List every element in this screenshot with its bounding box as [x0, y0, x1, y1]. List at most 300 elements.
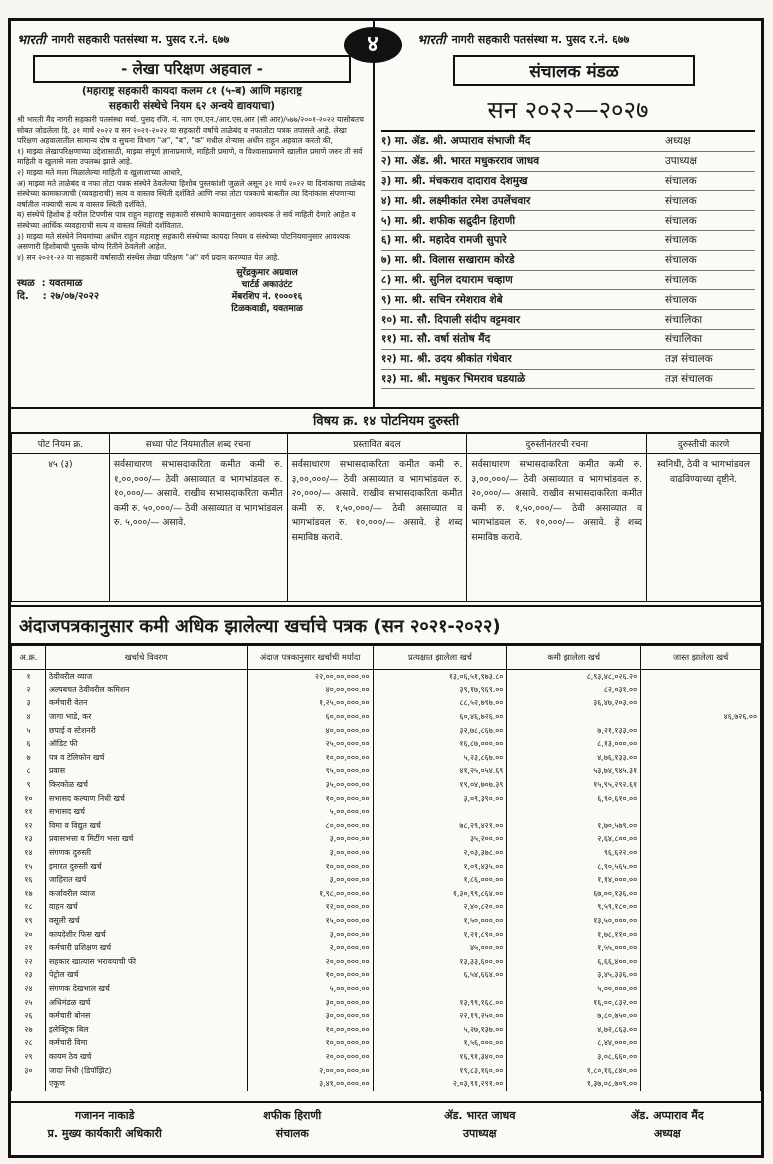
expense-cell: कर्मचारी विमा: [45, 1037, 247, 1051]
amendment-header: सध्या पोट नियमातील शब्द रचना: [109, 434, 287, 454]
expense-cell: [641, 996, 761, 1010]
expense-cell: १,२१,८९०.००: [373, 928, 507, 942]
expense-cell: ३,४५,३३६.००: [507, 969, 641, 983]
expense-cell: [641, 860, 761, 874]
expense-cell: २७: [12, 1023, 46, 1037]
expense-cell: ४०,००,०००.००: [247, 724, 373, 738]
board-member-row: [381, 290, 755, 310]
expense-cell: २४: [12, 982, 46, 996]
expense-cell: १,३०,९९,८६४.००: [373, 887, 507, 901]
expense-cell: १६,९१,३४०.००: [373, 1050, 507, 1064]
expense-cell: [641, 697, 761, 711]
expense-cell: ३,०८,६६०.००: [507, 1050, 641, 1064]
expense-cell: १६,००,८३२.००: [507, 996, 641, 1010]
expense-cell: १,३७,०८,७०९.००: [507, 1077, 641, 1091]
expense-cell: ३९,१७,९६९.००: [373, 683, 507, 697]
expense-cell: [641, 846, 761, 860]
expense-cell: ४६,७२६.००: [641, 710, 761, 724]
expense-cell: ८०,००,०००.००: [247, 819, 373, 833]
expense-row: [12, 751, 761, 765]
audit-paragraph: अ) माझ्या मते ताळेबंद व नफा तोटा पत्रक संस्थेने ठेवलेल्या हिशोब पुस्तकांशी जुळले असून ३१ मार्च २०२२ या दिनांकाचा ताळेबंद संस्थेच्या कामकाजाची (व्यवहाराची) सत्य व वास्तव स्थिती दर्शविते आणि नफा तोटा पत्रकाचे बाबतीत त्या दिनांकास संपणाऱ्या वर्षातील नफ्याची सत्य व वास्तव स्थिती दर्शविते.: [17, 178, 366, 209]
org-logo: भारती: [417, 33, 446, 48]
expense-cell: ८: [12, 765, 46, 779]
expense-cell: ६,५४,६६४.००: [373, 969, 507, 983]
expense-cell: १,०९,४३५.००: [373, 860, 507, 874]
expense-cell: [641, 955, 761, 969]
expense-cell: प्रवासभत्ता व मिटींग भत्ता खर्च: [45, 833, 247, 847]
board-member-row: [381, 231, 755, 251]
member-role: संचालिका: [665, 313, 703, 326]
expense-row: [12, 901, 761, 915]
board-member-row: [381, 191, 755, 211]
auditor-membership: मेंबरशिप नं. १०००१६: [231, 292, 303, 303]
member-role: तज्ञ संचालक: [665, 353, 713, 366]
expense-cell: ७,८०,७५०.००: [507, 1009, 641, 1023]
audit-paragraph: २) माझ्या मते मला मिळालेल्या माहिती व खुलाशाच्या आधारे,: [17, 167, 183, 177]
signatory-name: ॲड. अप्पाराव मैंद: [630, 1109, 704, 1122]
expense-cell: १७: [12, 887, 46, 901]
audit-subtitle-1: (महाराष्ट्र सहकारी कायदा कलम ८१ (५-ब) आणि महाराष्ट्र: [81, 85, 303, 97]
expense-cell: ११: [12, 805, 46, 819]
audit-paragraph: श्री भारती मैंद नागरी सहकारी पतसंस्था मर्या. पुसद रजि. नं. नाग एम.एन./आर.एस.आर (सी आर)/५७७/२००१-२०२२ यासोबतच सोबत जोडलेला दि. ३१ मार्च २०२२ व सन २०२१-२०२२ या सहकारी वर्षाचे ताळेबंद व नफातोटा पत्रक तपासले आहे. लेखा परिक्षण अहवालातील सामान्य दोष व सुचना विभाग "अ", "ब", "क" मधील शेऱ्यास अधीन राहून अहवाल करतो की,: [17, 115, 364, 146]
signatory-role: अध्यक्ष: [653, 1127, 681, 1140]
expense-cell: ३२,७८,८६७.००: [373, 724, 507, 738]
expense-cell: [641, 819, 761, 833]
expense-cell: संगणक देखभाल खर्च: [45, 982, 247, 996]
expense-cell: ९६,६२२.००: [507, 846, 641, 860]
board-member-row: [381, 370, 755, 390]
expense-cell: [641, 1064, 761, 1078]
expense-cell: ८८,५२,७९७.००: [373, 697, 507, 711]
date-line: [17, 290, 167, 303]
expense-row: [12, 1064, 761, 1078]
expense-cell: १३,३३,६००.००: [373, 955, 507, 969]
amendment-header: पोट नियम क्र.: [12, 434, 110, 454]
board-member-row: [381, 152, 755, 172]
expense-cell: ४: [12, 710, 46, 724]
expense-cell: २२,१९,२५०.००: [373, 1009, 507, 1023]
date-label: दि.: [17, 291, 29, 303]
expense-cell: ३०,००,०००.००: [247, 996, 373, 1010]
expense-cell: पेट्रोल खर्च: [45, 969, 247, 983]
board-title: संचालक मंडळ: [453, 55, 695, 86]
expense-cell: ३०,००,०००.००: [247, 1009, 373, 1023]
member-name: १२) मा. श्री. उदय श्रीकांत गंधेवार: [381, 353, 512, 366]
expense-row: [12, 833, 761, 847]
audit-title: - लेखा परिक्षण अहवाल -: [33, 55, 351, 83]
expense-cell: वाहन खर्च: [45, 901, 247, 915]
expense-cell: [641, 724, 761, 738]
expense-cell: ९: [12, 778, 46, 792]
auditor-name: सुरेंद्रकुमार अग्रवाल: [236, 268, 298, 279]
expense-cell: १०,००,०००.००: [247, 969, 373, 983]
expense-row: [12, 724, 761, 738]
expense-cell: १५: [12, 860, 46, 874]
amendment-section: [11, 411, 761, 607]
expense-cell: ४,७२,८६३.००: [507, 1023, 641, 1037]
org-name: नागरी सहकारी पतसंस्था म. पुसद र.नं. ६७७: [51, 32, 230, 46]
member-role: संचालक: [665, 234, 697, 247]
expense-cell: १५,९५,२९२.६१: [507, 778, 641, 792]
member-role: तज्ञ संचालक: [665, 372, 713, 385]
expense-cell: ६०,४६,७२६.००: [373, 710, 507, 724]
expense-cell: २५: [12, 996, 46, 1010]
expense-cell: ५,००,०००.००: [507, 982, 641, 996]
expense-cell: ५,००,०००.००: [247, 982, 373, 996]
expense-cell: [641, 1037, 761, 1051]
audit-body: [17, 115, 367, 263]
expense-cell: ६०,००,०००.००: [247, 710, 373, 724]
board-member-row: [381, 172, 755, 192]
expense-cell: २२,००,००,०००.००: [247, 670, 373, 684]
expense-cell: ९,५९,१८०.००: [507, 901, 641, 915]
member-name: १३) मा. श्री. मधुकर भिमराव घडयाळे: [381, 372, 526, 385]
expense-cell: ६,६६,४००.००: [507, 955, 641, 969]
member-name: ९) मा. श्री. सचिन रमेशराव शेबे: [381, 293, 503, 306]
expense-cell: जादा निधी (डिपॉझिट): [45, 1064, 247, 1078]
expense-cell: १०,००,०००.००: [247, 792, 373, 806]
expense-row: [12, 805, 761, 819]
expense-cell: प्रवास: [45, 765, 247, 779]
expense-cell: ६: [12, 737, 46, 751]
signature-block: [574, 1103, 762, 1153]
expense-row: [12, 1009, 761, 1023]
expense-cell: ऑडिट फी: [45, 737, 247, 751]
expense-cell: [641, 941, 761, 955]
auditor-signature: [167, 267, 367, 315]
member-role: संचालक: [665, 194, 697, 207]
expense-row: [12, 996, 761, 1010]
auditor-address: टिळकवाडी, यवतमाळ: [231, 304, 303, 315]
org-logo: भारती: [17, 33, 46, 48]
board-member-row: [381, 251, 755, 271]
signatory-name: गजानन नाकाडे: [75, 1109, 135, 1122]
expense-cell: १,८६,०००.००: [373, 873, 507, 887]
expense-cell: ३०: [12, 1064, 46, 1078]
expense-cell: १,५६,०००.००: [373, 1037, 507, 1051]
expense-cell: कायम ठेव खर्च: [45, 1050, 247, 1064]
expense-cell: [641, 805, 761, 819]
expense-cell: १,१४,०००.००: [507, 873, 641, 887]
expense-row: [12, 697, 761, 711]
amendment-header: दुरुस्तीची कारणे: [647, 434, 761, 454]
expense-cell: [641, 914, 761, 928]
expense-cell: [641, 887, 761, 901]
expense-cell: ५,२७,१३७.००: [373, 1023, 507, 1037]
expense-title: अंदाजपत्रकानुसार कमी अधिक झालेल्या खर्चाचे पत्रक (सन २०२१-२०२२): [11, 609, 761, 645]
expense-cell: १९,८३,१६०.००: [373, 1064, 507, 1078]
expense-cell: [641, 982, 761, 996]
expense-row: [12, 955, 761, 969]
board-member-row: [381, 350, 755, 370]
audit-paragraph: ४) सन २०२१-२२ या सहकारी वर्षासाठी संस्थेस लेखा परिक्षण "अ" वर्ग प्रदान करण्यात येत आहे.: [17, 252, 280, 262]
amendment-table: [11, 433, 761, 602]
member-role: संचालिका: [665, 333, 703, 346]
expense-cell: १९,०४,७०७.३९: [373, 778, 507, 792]
expense-cell: सभासद कल्याण निधी खर्च: [45, 792, 247, 806]
member-name: ४) मा. श्री. लक्ष्मीकांत रमेश उपलेंचवार: [381, 194, 531, 207]
expense-cell: [641, 873, 761, 887]
signature-block: [11, 1103, 199, 1153]
expense-cell: १८: [12, 901, 46, 915]
expense-cell: २८: [12, 1037, 46, 1051]
amendment-header: दुरुस्तीनंतरची रचना: [467, 434, 647, 454]
expense-cell: २२: [12, 955, 46, 969]
expense-cell: संगणक दुरुस्ती: [45, 846, 247, 860]
expense-cell: किरकोळ खर्च: [45, 778, 247, 792]
expense-cell: ४५,०००.००: [373, 941, 507, 955]
expense-cell: १०,००,०००.००: [247, 751, 373, 765]
expense-row: [12, 819, 761, 833]
expense-cell: १३,९९,१६८.००: [373, 996, 507, 1010]
expense-cell: २६: [12, 1009, 46, 1023]
expense-cell: [507, 710, 641, 724]
expense-cell: ४१,२५,०५४.६९: [373, 765, 507, 779]
audit-paragraph: १) माझ्या लेखापरिक्षणाच्या उद्देशासाठी, माझ्या संपूर्ण ज्ञानाप्रमाणे, माहिती प्रमाणे, व विश्वासाप्रमाणे खालील प्रमाणे जरुर ती सर्व माहिती व खुलासे मला उपलब्ध झाले आहे.: [17, 146, 363, 167]
expense-rows: [12, 670, 761, 1091]
expense-cell: ४,७६,१३३.००: [507, 751, 641, 765]
expense-header: कमी झालेला खर्च: [507, 646, 641, 670]
expense-row: [12, 737, 761, 751]
expense-cell: [373, 982, 507, 996]
expense-row: [12, 1077, 761, 1091]
expense-cell: [12, 1077, 46, 1091]
expense-cell: सहकार खात्यास भरावयाची फी: [45, 955, 247, 969]
expense-cell: १,७०,५७९.००: [507, 819, 641, 833]
audit-subtitle-2: सहकारी संस्थेचे नियम ६२ अन्वये द्यावयाचा): [108, 100, 276, 112]
current-text: सर्वसाधारण सभासदाकरिता कमीत कमी रु. १,००,०००/— ठेवी असाव्यात व भागभांडवल रु. १०,०००/— असावे. राखीव सभासदाकरिता कमीत कमी रु. ५०,०००/— ठेवी असाव्यात व भागभांडवल रु. ५,०००/— असावे.: [109, 454, 287, 602]
expense-cell: [641, 833, 761, 847]
expense-cell: २,०३,३७८.००: [373, 846, 507, 860]
expense-cell: [641, 969, 761, 983]
auditor-title: चार्टर्ड अकाउंटंट: [241, 280, 293, 291]
member-role: संचालक: [665, 273, 697, 286]
place-value: : यवतमाळ: [41, 278, 83, 290]
page-number-badge: ४: [344, 27, 402, 63]
expense-cell: १९: [12, 914, 46, 928]
expense-cell: वसूली खर्च: [45, 914, 247, 928]
expense-cell: २: [12, 683, 46, 697]
expense-row: [12, 792, 761, 806]
expense-cell: २,००,००,०००.००: [247, 1064, 373, 1078]
rule-number: ४५ (३): [12, 454, 110, 602]
expense-cell: ३,००,०००.००: [247, 928, 373, 942]
expense-cell: १३,०६,५१,९७३.८०: [373, 670, 507, 684]
expense-cell: ३५,२००.००: [373, 833, 507, 847]
expense-cell: [641, 1077, 761, 1091]
expense-row: [12, 969, 761, 983]
signatory-name: शफीक हिराणी: [263, 1109, 322, 1122]
expense-cell: १,५०,०००.००: [373, 914, 507, 928]
expense-cell: २,६४,८००.००: [507, 833, 641, 847]
right-header: [381, 25, 755, 53]
expense-cell: २९: [12, 1050, 46, 1064]
date-value: : २७/०७/२०२२: [42, 291, 100, 303]
expense-cell: ३,००,०००.००: [247, 873, 373, 887]
amendment-header: प्रस्तावित बदल: [287, 434, 467, 454]
expense-cell: १४: [12, 846, 46, 860]
audit-report-column: [11, 21, 373, 409]
proposed-text: सर्वसाधारण सभासदाकरिता कमीत कमी रु. ३,००,०००/— ठेवी असाव्यात व भागभांडवल रु. २०,०००/— असावे. राखीव सभासदाकरिता कमीत कमी रु. १,५०,०००/— ठेवी असाव्यात व भागभांडवल रु. १०,०००/— असावे. हे शब्द समाविष्ठ करावे.: [287, 454, 467, 602]
expense-cell: ३,००,०००.००: [247, 833, 373, 847]
place-line: [17, 277, 167, 290]
expense-cell: ६७,००,१३६.००: [507, 887, 641, 901]
expense-cell: [373, 805, 507, 819]
board-members-list: [381, 132, 755, 389]
expense-cell: १: [12, 670, 46, 684]
expense-cell: १०: [12, 792, 46, 806]
board-member-row: [381, 211, 755, 231]
expense-cell: १६,८७,०००.००: [373, 737, 507, 751]
page: [8, 18, 764, 1158]
expense-cell: जागा भाडे, कर: [45, 710, 247, 724]
expense-cell: ५,००,०००.००: [247, 805, 373, 819]
expense-cell: १६: [12, 873, 46, 887]
expense-row: [12, 873, 761, 887]
expense-cell: ८,९३,४८,०२६.२०: [507, 670, 641, 684]
expense-cell: अधिमंडळ खर्च: [45, 996, 247, 1010]
signature-block: [386, 1103, 574, 1153]
board-member-row: [381, 271, 755, 291]
expense-cell: [641, 683, 761, 697]
board-column: [375, 21, 761, 409]
expense-row: [12, 1037, 761, 1051]
expense-cell: १५,००,०००.००: [247, 914, 373, 928]
expense-cell: २१: [12, 941, 46, 955]
member-name: ५) मा. श्री. शफीक सद्रुदीन हिराणी: [381, 214, 516, 227]
member-role: संचालक: [665, 214, 697, 227]
expense-row: [12, 778, 761, 792]
expense-cell: १,८०,१६,८४०.००: [507, 1064, 641, 1078]
expense-cell: १०,००,०००.००: [247, 860, 373, 874]
member-role: संचालक: [665, 174, 697, 187]
signatory-name: ॲड. भारत जाधव: [444, 1109, 516, 1122]
reason-text: स्वनिधी, ठेवी व भागभांडवल वाढविण्याच्या दृष्टीने.: [647, 454, 761, 602]
expense-cell: १,२५,००,०००.००: [247, 697, 373, 711]
expense-cell: इलेक्ट्रिक बिल: [45, 1023, 247, 1037]
member-name: २) मा. ॲड. श्री. भारत मधुकरराव जाधव: [381, 155, 540, 168]
expense-cell: [641, 928, 761, 942]
expense-row: [12, 765, 761, 779]
expense-cell: ३६,४७,२०३.००: [507, 697, 641, 711]
expense-header: प्रत्यक्षात झालेला खर्च: [373, 646, 507, 670]
after-text: सर्वसाधारण सभासदाकरिता कमीत कमी रु. ३,००,०००/— ठेवी असाव्यात व भागभांडवल रु. २०,०००/— असावे. राखीव सभासदाकरिता कमीत कमी रु. १,५०,०००/— ठेवी असाव्यात व भागभांडवल रु. १०,०००/— असावे. हे शब्द समाविष्ठ करावे.: [467, 454, 647, 602]
expense-cell: ठेवीवरील व्याज: [45, 670, 247, 684]
expense-cell: २०,००,०००.००: [247, 1050, 373, 1064]
expense-cell: [641, 737, 761, 751]
expense-cell: ८,९०,५६५.००: [507, 860, 641, 874]
expense-row: [12, 982, 761, 996]
expense-cell: [641, 1009, 761, 1023]
expense-cell: [641, 901, 761, 915]
expense-cell: कर्मचारी बोनस: [45, 1009, 247, 1023]
expense-cell: [641, 765, 761, 779]
left-header: [17, 25, 367, 53]
expense-row: [12, 670, 761, 684]
board-member-row: [381, 330, 755, 350]
expense-cell: कायदेशीर फिस खर्च: [45, 928, 247, 942]
expense-cell: एकूण: [45, 1077, 247, 1091]
expense-cell: अल्पबचत ठेवीवरील कमिशन: [45, 683, 247, 697]
expense-cell: २,०३,९१,२९१.००: [373, 1077, 507, 1091]
expense-cell: १,९८,००,०००.००: [247, 887, 373, 901]
place-label: स्थळ: [17, 278, 35, 290]
expense-cell: ३५,००,०००.००: [247, 778, 373, 792]
expense-header: खर्चाचे विवरण: [45, 646, 247, 670]
expense-cell: [507, 805, 641, 819]
expense-cell: [641, 778, 761, 792]
expense-table: [11, 645, 761, 1091]
member-name: ३) मा. श्री. मंचकराव दादाराव देशमुख: [381, 174, 528, 187]
member-name: १०) मा. सौ. दिपाली संदीप वट्टमवार: [381, 313, 521, 326]
member-role: उपाध्यक्ष: [665, 155, 698, 168]
expense-cell: १२: [12, 819, 46, 833]
expense-cell: १३: [12, 833, 46, 847]
member-name: ७) मा. श्री. विलास सखाराम कोरडे: [381, 254, 515, 267]
expense-row: [12, 1023, 761, 1037]
member-role: संचालक: [665, 293, 697, 306]
board-period: सन २०२२—२०२७: [381, 88, 755, 132]
expense-row: [12, 928, 761, 942]
expense-cell: इमारत दुरुस्ती खर्च: [45, 860, 247, 874]
expense-cell: १,७८,११०.००: [507, 928, 641, 942]
member-name: ६) मा. श्री. महादेव रामजी सुपारे: [381, 234, 507, 247]
expense-cell: कर्मचारी प्रशिक्षण खर्च: [45, 941, 247, 955]
expense-cell: ८,१३,०००.००: [507, 737, 641, 751]
expense-cell: ७,२१,१३३.००: [507, 724, 641, 738]
member-role: संचालक: [665, 254, 697, 267]
signatory-role: प्र. मुख्य कार्यकारी अधिकारी: [47, 1127, 162, 1140]
expense-cell: २३: [12, 969, 46, 983]
expense-row: [12, 914, 761, 928]
expense-cell: कर्मचारी वेतन: [45, 697, 247, 711]
expense-cell: ९५,००,०००.००: [247, 765, 373, 779]
expense-cell: २०: [12, 928, 46, 942]
expense-cell: सभासद खर्च: [45, 805, 247, 819]
audit-paragraph: ३) माझ्या मते संस्थेने नियमांच्या अधीन राहून महाराष्ट्र सहकारी संस्थेच्या कायदा नियम व संस्थेच्या पोटनियमानुसार आवश्यक असणारी हिशोबाची पुस्तके योग्य रितीने ठेवलेली आहेत.: [17, 231, 351, 252]
expense-cell: छपाई व स्टेशनरी: [45, 724, 247, 738]
member-name: १) मा. ॲड. श्री. अप्पाराव संभाजी मैंद: [381, 135, 531, 148]
expense-cell: ७: [12, 751, 46, 765]
top-section: [11, 21, 761, 409]
expense-cell: [641, 792, 761, 806]
member-name: ११) मा. सौ. वर्षा संतोष मैंद: [381, 333, 491, 346]
expense-row: [12, 887, 761, 901]
board-member-row: [381, 132, 755, 152]
expense-row: [12, 846, 761, 860]
expense-cell: विमा व विद्युत खर्च: [45, 819, 247, 833]
member-name: ८) मा. श्री. सुनिल दयाराम चव्हाण: [381, 273, 513, 286]
expense-cell: २,४०,८२०.००: [373, 901, 507, 915]
signature-block: [199, 1103, 387, 1153]
amendment-title: विषय क्र. १४ पोटनियम दुरुस्ती: [11, 411, 761, 433]
expense-cell: ५: [12, 724, 46, 738]
member-role: अध्यक्ष: [665, 135, 691, 148]
footer-signatures: [11, 1101, 761, 1153]
expense-cell: ४०,००,०००.००: [247, 683, 373, 697]
expense-cell: २०,००,०००.००: [247, 955, 373, 969]
expense-cell: २,००,०००.००: [247, 941, 373, 955]
expense-cell: ८२,०३१.००: [507, 683, 641, 697]
expense-row: [12, 860, 761, 874]
expense-row: [12, 1050, 761, 1064]
expense-cell: [641, 1023, 761, 1037]
expense-cell: ३,४१,००,०००.००: [247, 1077, 373, 1091]
board-member-row: [381, 310, 755, 330]
expense-cell: ८,४४,०००.००: [507, 1037, 641, 1051]
audit-paragraph: ब) संस्थेचे हिशोब हे वरील टिपणीस पात्र राहून महाराष्ट्र सहकारी संस्थाचे कायद्यानुसार आवश्यक ते सर्व माहिती देणारे आहेत व संस्थेच्या आर्थिक व्यवहाराची सत्य व वास्तव स्थिती दर्शवितात.: [17, 210, 356, 230]
expense-row: [12, 710, 761, 724]
